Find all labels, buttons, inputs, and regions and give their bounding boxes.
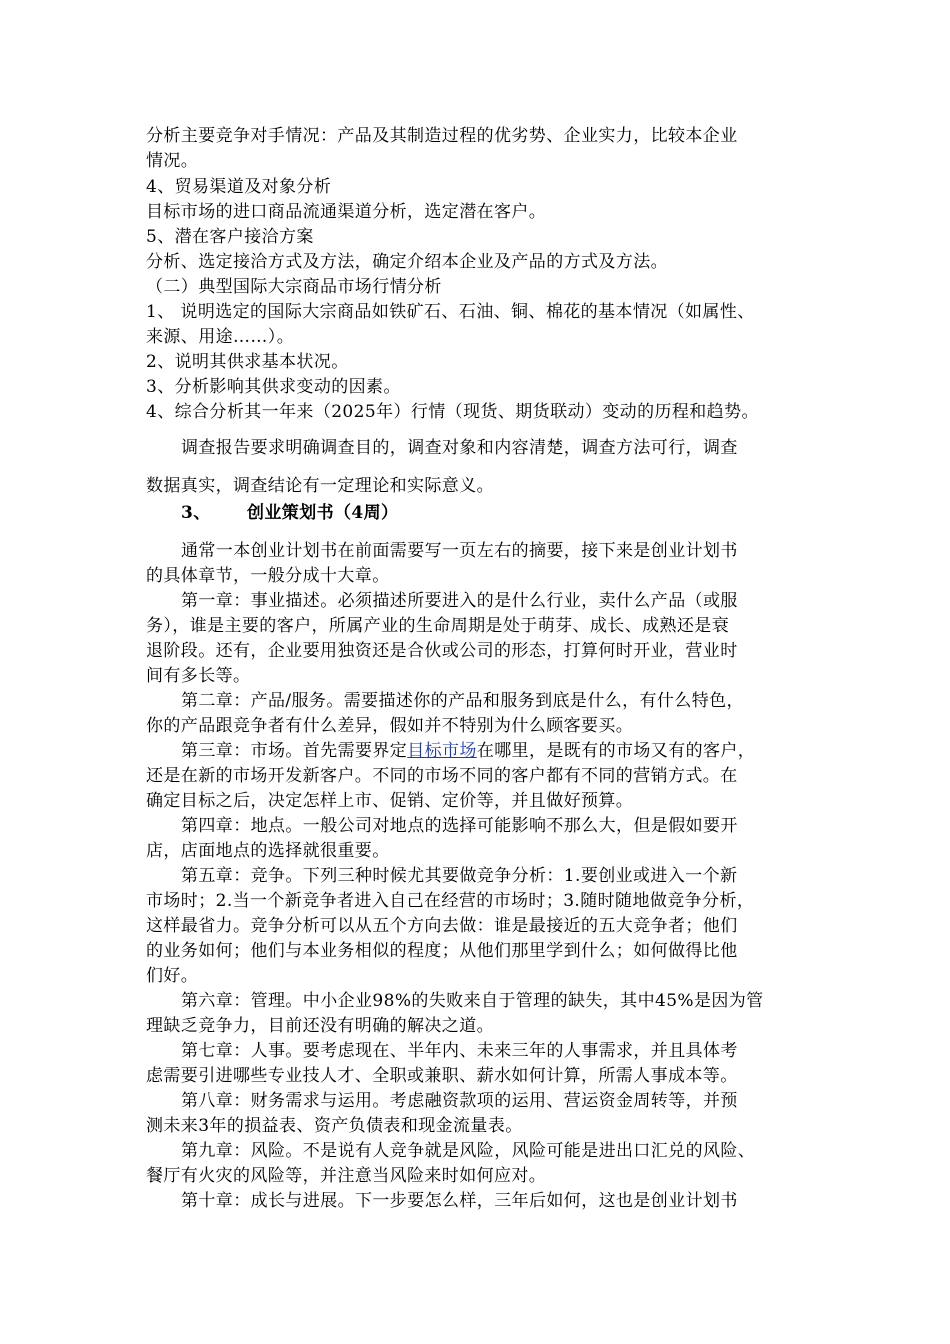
chapter-line: 第一章：事业描述。必须描述所要进入的是什么行业，卖什么产品（或服: [181, 591, 738, 611]
paragraph-line: 退阶段。还有，企业要用独资还是合伙或公司的形态，打算何时开业，营业时: [146, 641, 738, 661]
target-market-link[interactable]: 目标市场: [407, 741, 477, 761]
paragraph-line: 务），谁是主要的客户，所属产业的生命周期是处于萌芽、成长、成熟还是衰: [146, 616, 730, 636]
paragraph-line: 还是在新的市场开发新客户。不同的市场不同的客户都有不同的营销方式。在: [146, 766, 738, 786]
paragraph-line: 你的产品跟竞争者有什么差异，假如并不特别为什么顾客要买。: [146, 716, 634, 736]
chapter-line: [181, 739, 755, 763]
text-line: 来源、用途……）。: [146, 327, 295, 347]
chapter-line: 第六章：管理。中小企业98%的失败来自于管理的缺失，其中45%是因为管: [181, 991, 764, 1011]
list-item: 4、综合分析其一年来（2025年）行情（现货、期货联动）变动的历程和趋势。: [146, 402, 759, 422]
list-item: 3、分析影响其供求变动的因素。: [146, 377, 401, 397]
chapter-line: 第九章：风险。不是说有人竞争就是风险，风险可能是进出口汇兑的风险、: [181, 1141, 756, 1161]
text-line: 分析、选定接洽方式及方法，确定介绍本企业及产品的方式及方法。: [146, 252, 668, 272]
chapter-text: 第三章：市场。首先需要界定: [181, 741, 408, 761]
paragraph-line: 确定目标之后，决定怎样上市、促销、定价等，并且做好预算。: [146, 791, 634, 811]
paragraph-line: 市场时；2.当一个新竞争者进入自己在经营的市场时；3.随时随地做竞争分析，: [146, 891, 755, 911]
chapter-line: 第十章：成长与进展。下一步要怎么样，三年后如何，这也是创业计划书: [181, 1191, 738, 1211]
chapter-line: 第四章：地点。一般公司对地点的选择可能影响不那么大，但是假如要开: [181, 816, 738, 836]
chapter-line: 第七章：人事。要考虑现在、半年内、未来三年的人事需求，并且具体考: [181, 1041, 738, 1061]
section-title: 创业策划书（4周）: [247, 503, 399, 523]
chapter-line: 第五章：竞争。下列三种时候尤其要做竞争分析：1.要创业或进入一个新: [181, 866, 738, 886]
paragraph-line: 调查报告要求明确调查目的，调查对象和内容清楚，调查方法可行，调查: [181, 438, 738, 458]
paragraph-line: 这样最省力。竞争分析可以从五个方向去做：谁是最接近的五大竞争者；他们: [146, 916, 738, 936]
paragraph-line: 理缺乏竞争力，目前还没有明确的解决之道。: [146, 1016, 494, 1036]
section-number: 3、: [181, 503, 211, 523]
paragraph-line: 餐厅有火灾的风险等，并注意当风险来时如何应对。: [146, 1166, 547, 1186]
paragraph-line: 虑需要引进哪些专业技人才、全职或兼职、薪水如何计算，所需人事成本等。: [146, 1066, 738, 1086]
text-line: 情况。: [146, 151, 199, 171]
chapter-line: 第二章：产品/服务。需要描述你的产品和服务到底是什么，有什么特色，: [181, 691, 744, 711]
paragraph-line: 数据真实，调查结论有一定理论和实际意义。: [146, 476, 494, 496]
list-heading: 4、贸易渠道及对象分析: [146, 177, 332, 197]
paragraph-line: 测未来3年的损益表、资产负债表和现金流量表。: [146, 1116, 523, 1136]
list-item: 1、 说明选定的国际大宗商品如铁矿石、石油、铜、棉花的基本情况（如属性、: [146, 302, 755, 322]
section-subheading: （二）典型国际大宗商品市场行情分析: [146, 277, 442, 297]
paragraph-line: 店，店面地点的选择就很重要。: [146, 841, 390, 861]
chapter-text: 在哪里，是既有的市场又有的客户，: [476, 741, 756, 761]
text-line: 目标市场的进口商品流通渠道分析，选定潜在客户。: [146, 202, 547, 222]
paragraph-line: 的业务如何；他们与本业务相似的程度；从他们那里学到什么；如何做得比他: [146, 941, 738, 961]
list-heading: 5、潜在客户接洽方案: [146, 227, 314, 247]
text-line: 分析主要竞争对手情况：产品及其制造过程的优劣势、企业实力，比较本企业: [146, 126, 738, 146]
paragraph-line: 们好。: [146, 966, 199, 986]
paragraph-line: 间有多长等。: [146, 666, 251, 686]
chapter-line: 第八章：财务需求与运用。考虑融资款项的运用、营运资金周转等，并预: [181, 1091, 738, 1111]
paragraph-line: 的具体章节，一般分成十大章。: [146, 566, 390, 586]
list-item: 2、说明其供求基本状况。: [146, 352, 349, 372]
paragraph-line: 通常一本创业计划书在前面需要写一页左右的摘要，接下来是创业计划书: [181, 541, 738, 561]
